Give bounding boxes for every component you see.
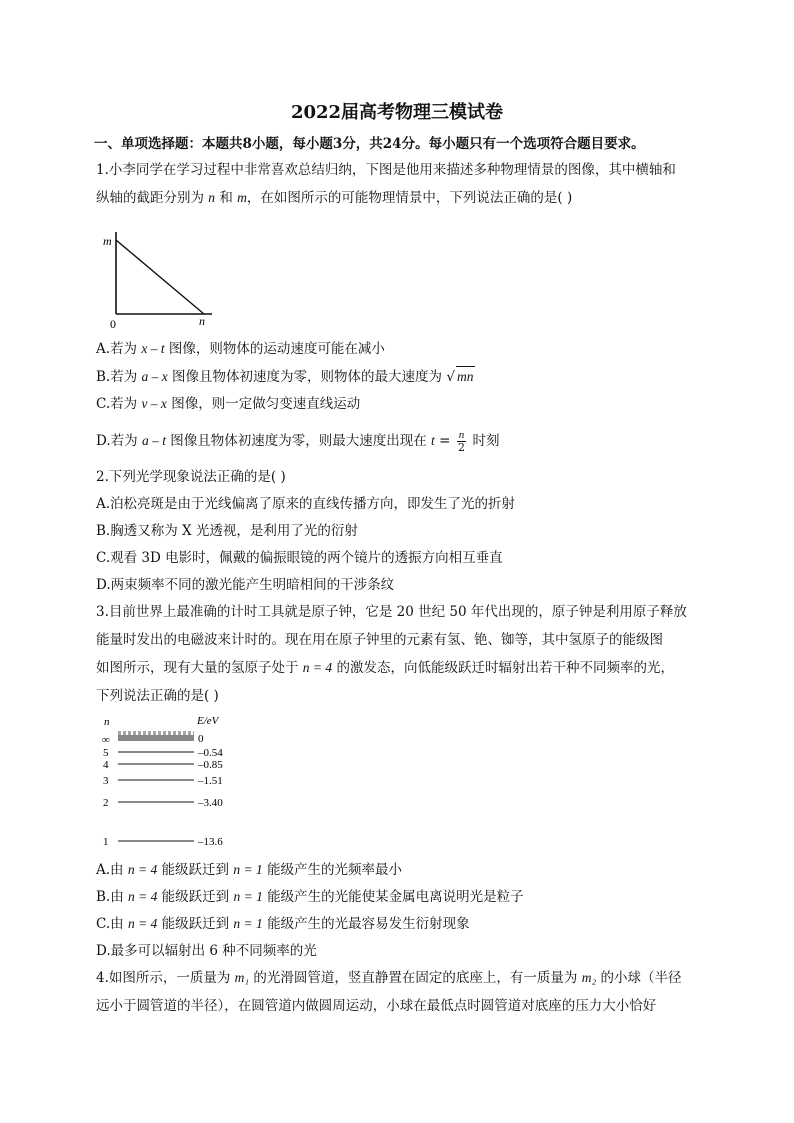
level-e-4: –0.85 (198, 759, 223, 771)
level-n-inf: ∞ (102, 734, 110, 746)
q1-graph-line (116, 240, 204, 314)
energy-diagram-e-header: E/eV (197, 715, 219, 727)
energy-level-diagram (98, 712, 258, 852)
q1-option-a: A.若为 x – t 图像，则物体的运动速度可能在减小 (96, 341, 385, 357)
level-n-4: 4 (103, 759, 109, 771)
q1-graph (100, 228, 230, 332)
section-heading: 一、单项选择题：本题共8小题，每小题3分，共24分。每小题只有一个选项符合题目要求。 (94, 136, 645, 152)
level-n-2: 2 (103, 797, 109, 809)
q1-graph-label-0: 0 (110, 317, 116, 331)
q3-stem-line3: 如图所示，现有大量的氢原子处于 n = 4 的激发态，向低能级跃迁时辐射出若干种不同频率的光， (96, 660, 674, 676)
q1-stem-line2: 纵轴的截距分别为 n 和 m，在如图所示的可能物理情景中，下列说法正确的是( ) (96, 190, 573, 206)
q1-stem-line1: 1.小李同学在学习过程中非常喜欢总结归纳，下图是他用来描述多种物理情景的图像，其中横轴和 (96, 162, 676, 178)
q4-stem-line1: 4.如图所示，一质量为 m₁ 的光滑圆管道，竖直静置在固定的底座上，有一质量为 m₂ 的小球（半径 (96, 970, 682, 986)
level-e-3: –1.51 (198, 775, 223, 787)
q3-option-c: C.由 n = 4 能级跃迁到 n = 1 能级产生的光最容易发生衍射现象 (96, 916, 470, 932)
level-n-3: 3 (103, 775, 109, 787)
level-e-5: –0.54 (198, 747, 223, 759)
q1-option-d: D.若为 a – t 图像且物体初速度为零，则最大速度出现在 t = $\frac{n}{2}$ 时刻 (96, 429, 500, 454)
page-title: 2022届高考物理三模试卷 (290, 102, 504, 123)
q3-option-d: D.最多可以辐射出 6 种不同频率的光 (96, 943, 317, 959)
level-n-5: 5 (103, 747, 109, 759)
q1-graph-label-n: n (199, 314, 205, 328)
q3-stem-line2: 能量时发出的电磁波来计时的。现在用在原子钟里的元素有氢、铯、铷等，其中氢原子的能级图 (96, 632, 663, 648)
level-n-1: 1 (103, 836, 109, 848)
level-e-1: –13.6 (198, 836, 223, 848)
q3-stem-line4: 下列说法正确的是( ) (96, 688, 219, 704)
q2-option-a: A.泊松亮斑是由于光线偏离了原来的直线传播方向，即发生了光的折射 (96, 496, 516, 512)
q2-option-b: B.胸透又称为 X 光透视，是利用了光的衍射 (96, 523, 358, 539)
energy-diagram-n-header: n (104, 716, 110, 728)
q1-graph-label-m: m (103, 234, 112, 248)
q1-option-c: C.若为 v – x 图像，则一定做匀变速直线运动 (96, 396, 361, 412)
q3-option-a: A.由 n = 4 能级跃迁到 n = 1 能级产生的光频率最小 (96, 862, 402, 878)
level-e-inf: 0 (198, 733, 204, 745)
q2-option-c: C.观看 3D 电影时，佩戴的偏振眼镜的两个镜片的透振方向相互垂直 (96, 550, 503, 566)
level-e-2: –3.40 (198, 797, 223, 809)
q3-option-b: B.由 n = 4 能级跃迁到 n = 1 能级产生的光能使某金属电离说明光是粒子 (96, 889, 524, 905)
q3-stem-line1: 3.目前世界上最准确的计时工具就是原子钟，它是 20 世纪 50 年代出现的，原子钟是利用原子释放 (96, 604, 687, 620)
q1-option-b: B.若为 a – x 图像且物体初速度为零，则物体的最大速度为 √ mn (96, 366, 475, 387)
q2-stem: 2.下列光学现象说法正确的是( ) (96, 469, 286, 485)
q2-option-d: D.两束频率不同的激光能产生明暗相间的干涉条纹 (96, 577, 395, 593)
q4-stem-line2: 远小于圆管道的半径），在圆管道内做圆周运动，小球在最低点时圆管道对底座的压力大小恰好 (96, 998, 657, 1014)
